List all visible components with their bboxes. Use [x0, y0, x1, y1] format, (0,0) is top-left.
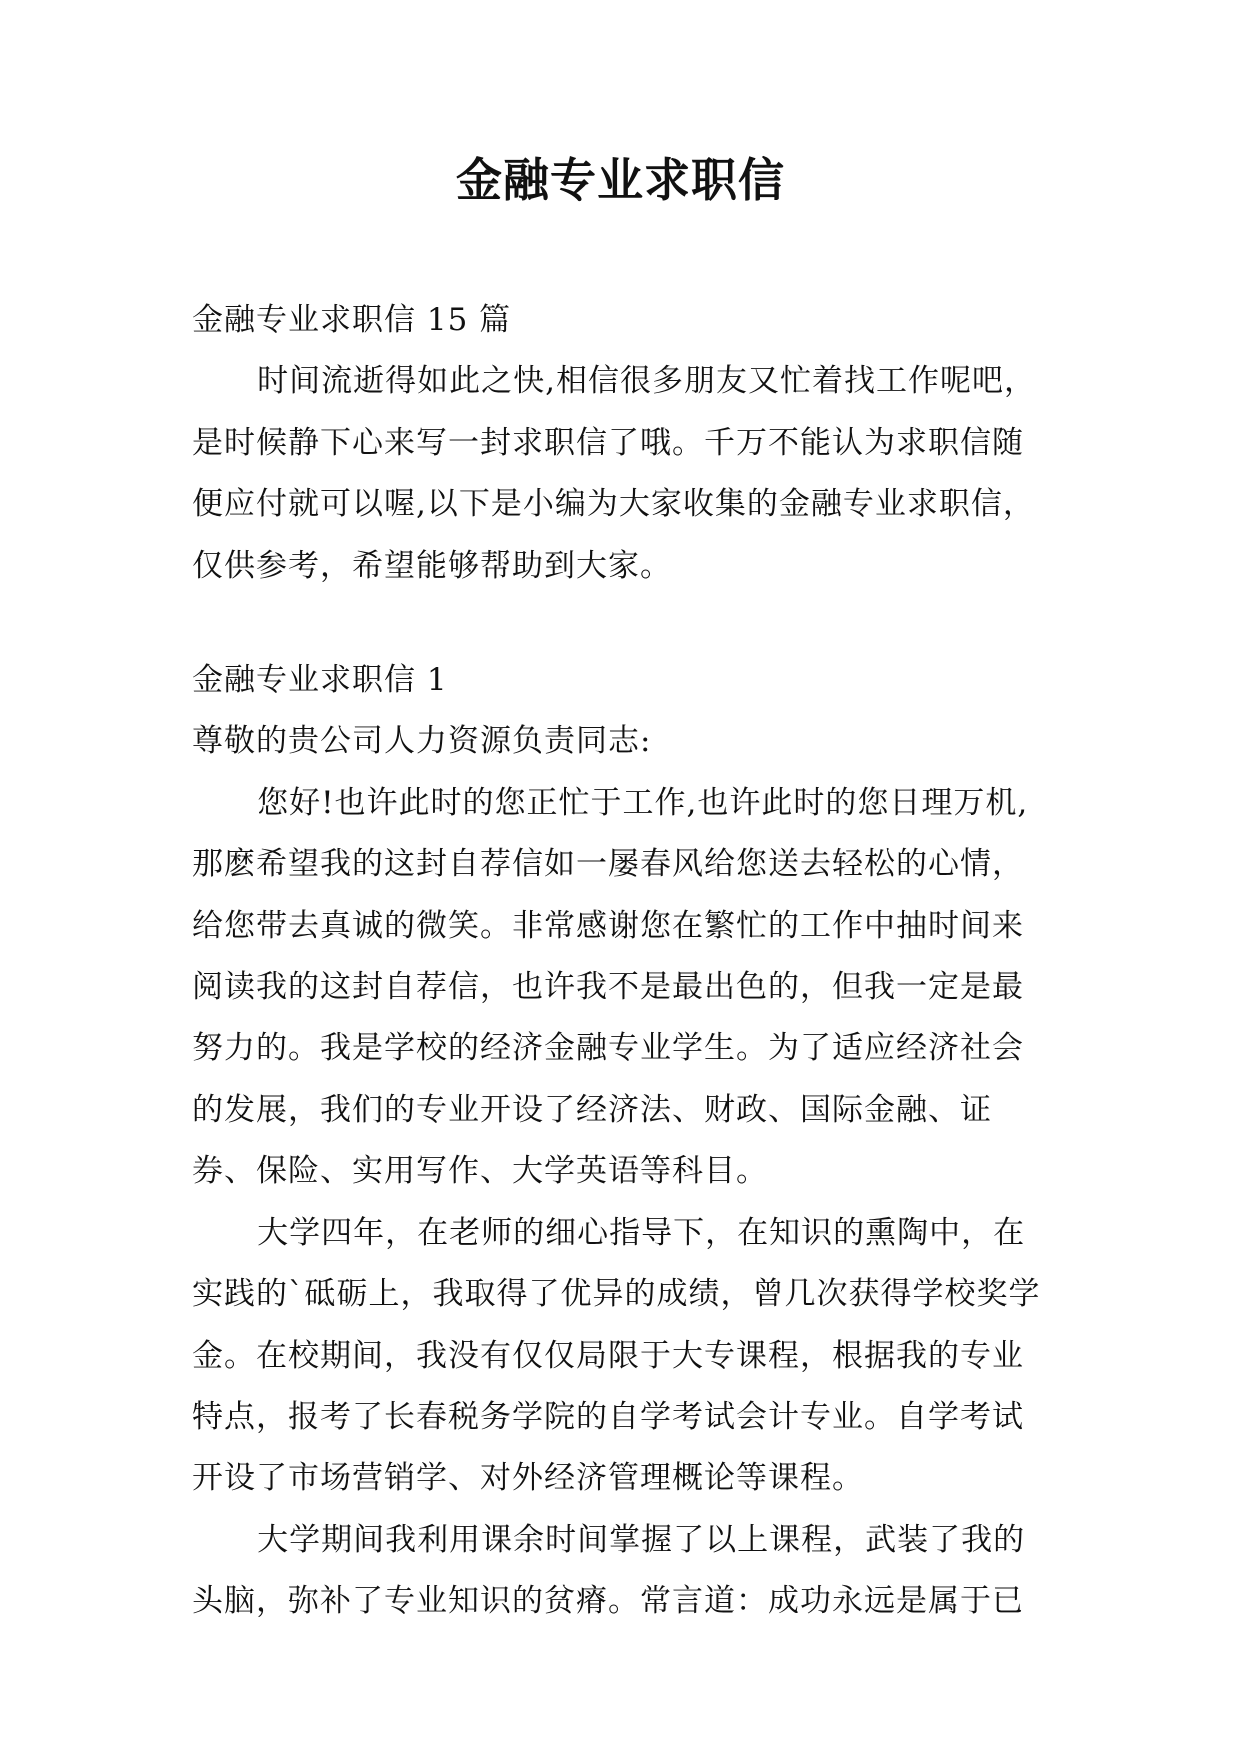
collection-heading: 金融专业求职信 15 篇 [192, 302, 512, 338]
section-spacer [192, 597, 1052, 650]
letter-paragraph: 大学四年，在老师的细心指导下，在知识的熏陶中，在实践的`砥砺上，我取得了优异的成绩，曾几次获得学校奖学金。在校期间，我没有仅仅局限于大专课程，根据我的专业特点，报考了长春税务学院的自学考试会计专业。自学考试开设了市场营销学、对外经济管理概论等课程。 [192, 1214, 1041, 1497]
letter-paragraph: 您好!也许此时的您正忙于工作,也许此时的您日理万机,那麽希望我的这封自荐信如一屡春风给您送去轻松的心情，给您带去真诚的微笑。非常感谢您在繁忙的工作中抽时间来阅读我的这封自荐信，也许我不是最出色的，但我一定是最努力的。我是学校的经济金融专业学生。为了适应经济社会的发展，我们的专业开设了经济法、财政、国际金融、证券、保险、实用写作、大学英语等科目。 [192, 784, 1029, 1190]
document-title: 金融专业求职信 [456, 153, 785, 207]
document-body [192, 290, 1052, 1633]
letter-paragraph: 大学期间我利用课余时间掌握了以上课程，武装了我的头脑，弥补了专业知识的贫瘠。常言道：成功永远是属于已 [192, 1521, 1026, 1620]
letter-salutation: 尊敬的贵公司人力资源负责同志: [192, 723, 652, 760]
letter-heading: 金融专业求职信 1 [192, 662, 448, 699]
intro-paragraph: 时间流逝得如此之快,相信很多朋友又忙着找工作呢吧，是时候静下心来写一封求职信了哦。千万不能认为求职信随便应付就可以喔,以下是小编为大家收集的金融专业求职信，仅供参考，希望能够帮助到大家。 [192, 363, 1036, 584]
